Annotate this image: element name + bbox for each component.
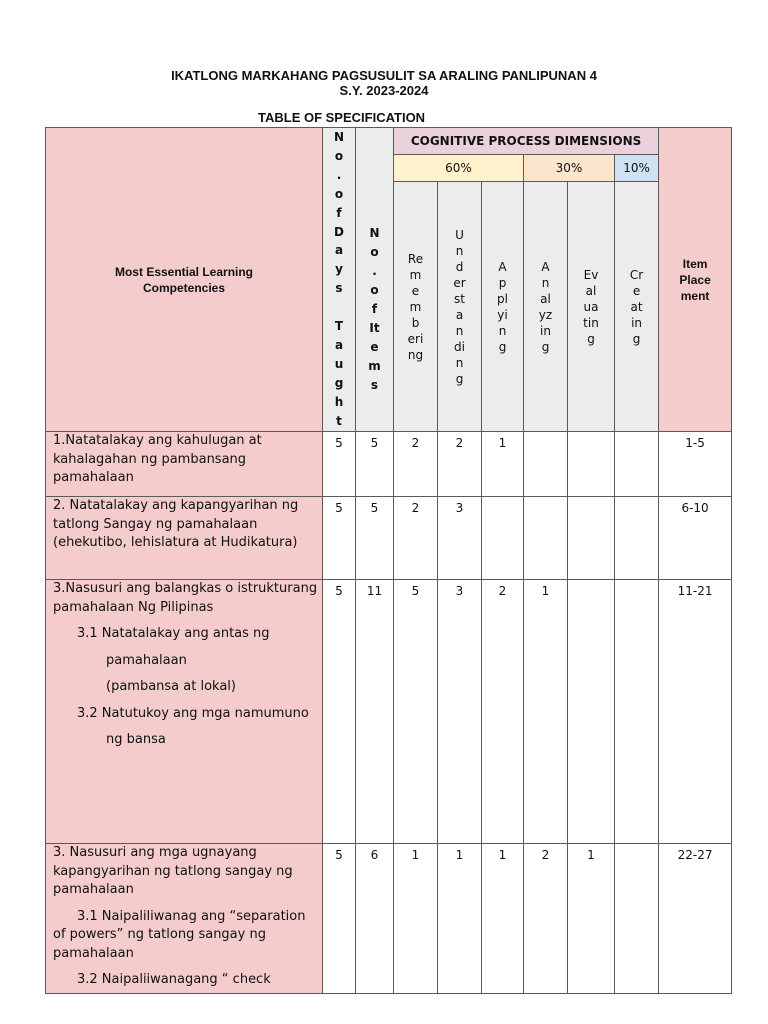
competency-subitem: 3.1 Natatalakay ang antas ng <box>77 626 270 641</box>
days-cell: 5 <box>323 497 356 580</box>
competency-cell <box>46 844 323 994</box>
placement-cell: 1-5 <box>659 432 732 497</box>
evaluating-cell <box>568 580 615 844</box>
understanding-cell: 3 <box>438 497 482 580</box>
competency-cell <box>46 432 323 497</box>
evaluating-cell <box>568 497 615 580</box>
table-row <box>46 432 732 497</box>
applying-cell: 1 <box>482 432 524 497</box>
understanding-cell: 2 <box>438 432 482 497</box>
items-cell: 5 <box>356 497 394 580</box>
item-placement-label: Item Place ment <box>679 256 711 303</box>
pct-60: 60% <box>394 155 524 182</box>
competency-subitem: (pambansa at lokal) <box>106 679 236 694</box>
days-cell: 5 <box>323 432 356 497</box>
analyzing-cell <box>524 432 568 497</box>
evaluating-cell: 1 <box>568 844 615 994</box>
no-items-header <box>356 128 394 432</box>
placement-cell: 22-27 <box>659 844 732 994</box>
understanding-cell: 1 <box>438 844 482 994</box>
competency-subitem: 3.1 Naipaliliwanag ang “separation of powers” ng tatlong sangay ng pamahalaan <box>53 908 306 961</box>
remembering-header: Re m e m b eri ng <box>394 182 438 432</box>
competency-subitem: ng bansa <box>106 732 166 747</box>
items-cell: 6 <box>356 844 394 994</box>
competency-text: 1.Natatalakay ang kahulugan at kahalagahan ng pambansang pamahalaan <box>53 433 262 485</box>
analyzing-header: A n al yz in g <box>524 182 568 432</box>
creating-cell <box>615 432 659 497</box>
applying-header: A p pl yi n g <box>482 182 524 432</box>
days-taught-header <box>323 128 356 432</box>
no-items-label: N o . o f It e m s <box>368 226 381 392</box>
evaluating-cell <box>568 432 615 497</box>
creating-cell <box>615 844 659 994</box>
applying-cell: 1 <box>482 844 524 994</box>
competency-cell <box>46 497 323 580</box>
competency-text: 3. Nasusuri ang mga ugnayang kapangyarihan ng tatlong sangay ng pamahalaan <box>53 845 293 897</box>
table-row <box>46 844 732 994</box>
cognitive-dimensions-header: COGNITIVE PROCESS DIMENSIONS <box>394 128 659 155</box>
days-cell: 5 <box>323 580 356 844</box>
applying-cell: 2 <box>482 580 524 844</box>
competency-subitem: pamahalaan <box>106 652 187 668</box>
remembering-cell: 5 <box>394 580 438 844</box>
competency-subitem: 3.2 Natutukoy ang mga namumuno <box>77 705 309 721</box>
remembering-cell: 2 <box>394 497 438 580</box>
pct-30: 30% <box>524 155 615 182</box>
competency-cell <box>46 580 323 844</box>
specification-table <box>45 127 732 994</box>
remembering-cell: 2 <box>394 432 438 497</box>
document-title: IKATLONG MARKAHANG PAGSUSULIT SA ARALING PANLIPUNAN 4 <box>171 68 597 83</box>
pct-10: 10% <box>615 155 659 182</box>
days-cell: 5 <box>323 844 356 994</box>
items-cell: 5 <box>356 432 394 497</box>
creating-cell <box>615 497 659 580</box>
understanding-header: U n d er st a n di n g <box>438 182 482 432</box>
competencies-header: Most Essential Learning Competencies <box>46 128 323 432</box>
items-cell: 11 <box>356 580 394 844</box>
school-year: S.Y. 2023-2024 <box>339 83 429 98</box>
creating-header: Cr e at in g <box>615 182 659 432</box>
placement-cell: 11-21 <box>659 580 732 844</box>
analyzing-cell <box>524 497 568 580</box>
competency-text: 2. Natatalakay ang kapangyarihan ng tatlong Sangay ng pamahalaan (ehekutibo, lehislatura at Hudikatura) <box>53 498 299 550</box>
evaluating-header: Ev al ua tin g <box>568 182 615 432</box>
competency-subitem: 3.2 Naipaliiwanagang “ check <box>77 972 271 987</box>
understanding-cell: 3 <box>438 580 482 844</box>
placement-cell: 6-10 <box>659 497 732 580</box>
analyzing-cell: 2 <box>524 844 568 994</box>
competency-text: 3.Nasusuri ang balangkas o istrukturang pamahalaan Ng Pilipinas <box>53 581 318 615</box>
table-row <box>46 497 732 580</box>
creating-cell <box>615 580 659 844</box>
table-row <box>46 580 732 844</box>
analyzing-cell: 1 <box>524 580 568 844</box>
applying-cell <box>482 497 524 580</box>
item-placement-header <box>659 128 732 432</box>
remembering-cell: 1 <box>394 844 438 994</box>
days-taught-label: N o . o f D a y s T a u g h t <box>333 130 345 428</box>
table-title: TABLE OF SPECIFICATION <box>258 110 426 125</box>
